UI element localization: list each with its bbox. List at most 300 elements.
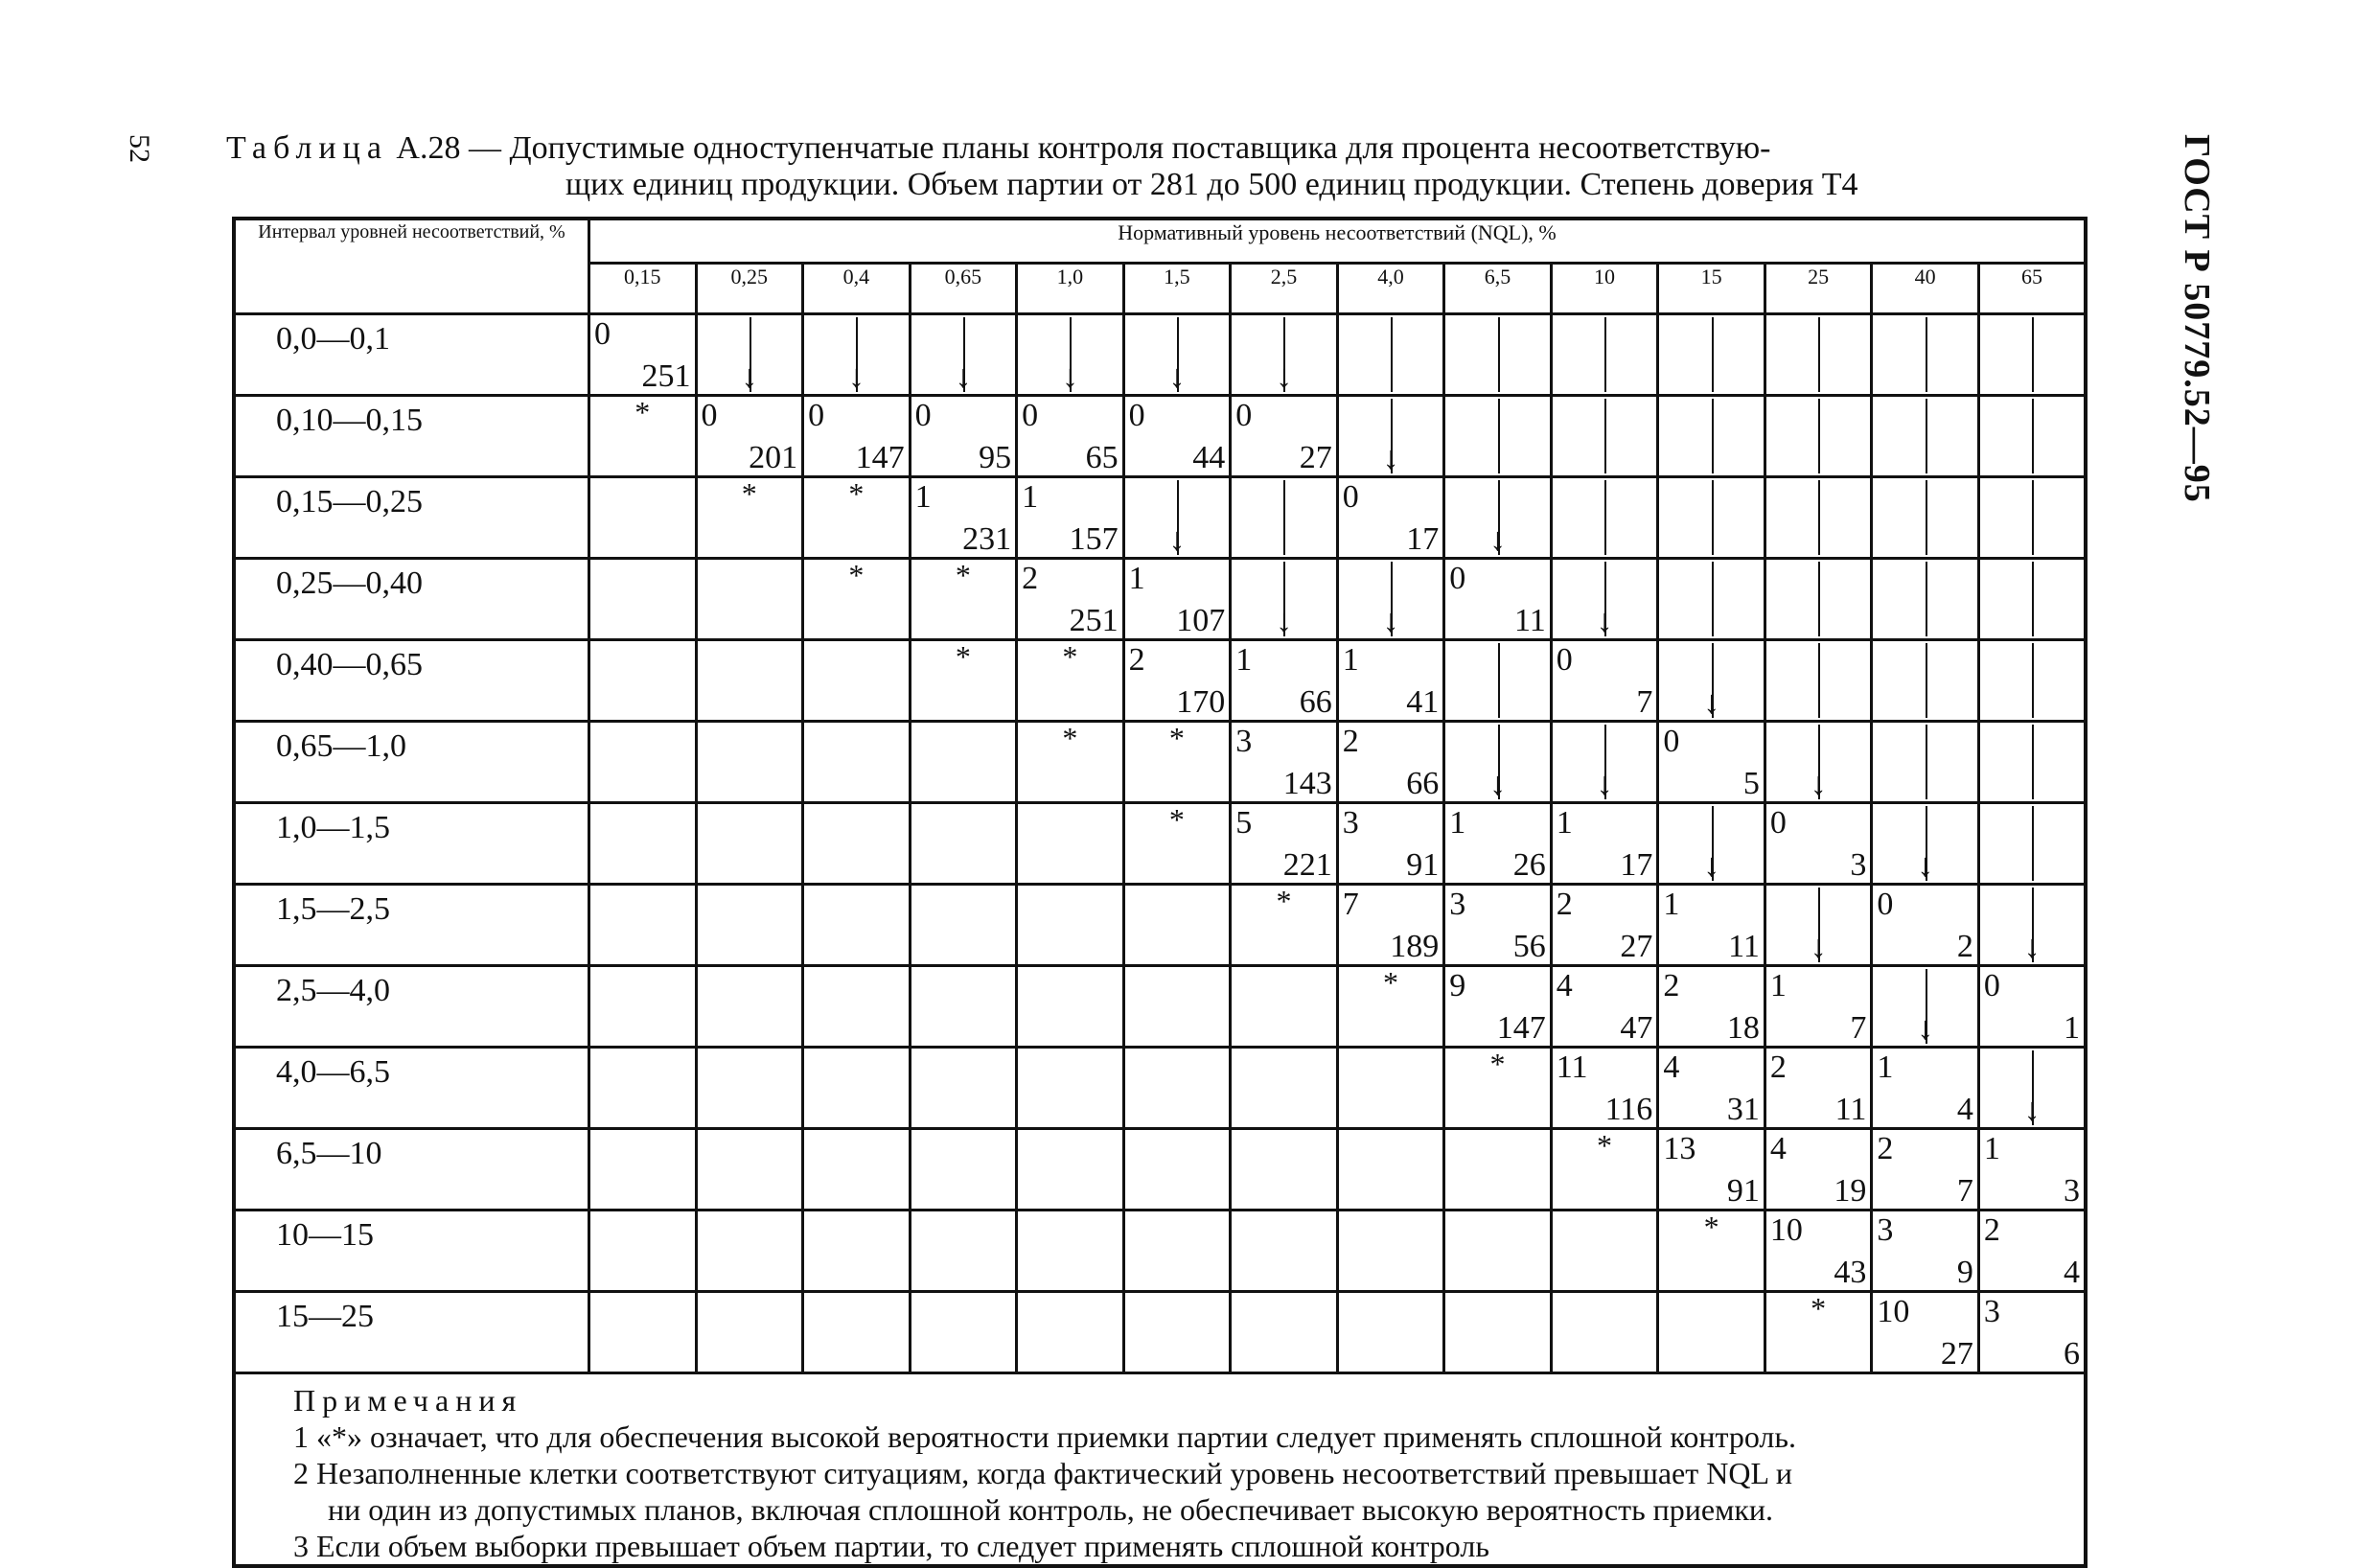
empty-cell <box>803 1048 911 1129</box>
sample-size: 7 <box>1956 1173 1973 1209</box>
interval-column-header: Интервал уровней несоответствий, % <box>234 219 589 314</box>
acceptance-number: 2 <box>1342 724 1359 759</box>
sample-size: 251 <box>641 358 691 394</box>
nql-column-header: 15 <box>1658 264 1765 314</box>
line-cell <box>1978 722 2086 803</box>
down-arrow-icon: ↓ <box>2023 930 2041 965</box>
line-cell <box>1658 559 1765 640</box>
empty-cell <box>1123 1211 1231 1292</box>
sample-size: 221 <box>1282 847 1332 883</box>
vertical-line-icon <box>1818 317 1820 392</box>
acceptance-number: 2 <box>1983 1212 2000 1248</box>
vertical-line-icon <box>2032 562 2034 636</box>
asterisk-mark: * <box>848 476 865 511</box>
acceptance-number: 3 <box>1983 1294 2000 1329</box>
sample-size: 3 <box>1850 847 1867 883</box>
plan-cell <box>1978 1129 2086 1211</box>
empty-cell <box>1231 1211 1338 1292</box>
acceptance-number: 0 <box>1342 479 1359 515</box>
line-cell <box>1444 396 1552 477</box>
plan-cell <box>1978 966 2086 1048</box>
plan-cell <box>1337 722 1444 803</box>
sample-size: 11 <box>1514 603 1546 638</box>
acceptance-number: 1 <box>1663 887 1680 922</box>
empty-cell <box>589 477 697 559</box>
interval-label: 0,15—0,25 <box>234 477 589 559</box>
table-row <box>234 1211 2086 1292</box>
sample-size: 17 <box>1406 521 1440 557</box>
sample-size: 91 <box>1726 1173 1760 1209</box>
acceptance-number: 1 <box>1022 479 1039 515</box>
table-row <box>234 722 2086 803</box>
down-arrow-icon: ↓ <box>1917 848 1934 884</box>
notes-block <box>234 1373 2086 1567</box>
arrow-cell <box>1765 885 1872 966</box>
acceptance-number: 0 <box>1556 642 1573 678</box>
acceptance-number: 13 <box>1663 1131 1696 1166</box>
acceptance-number: 0 <box>701 398 718 433</box>
empty-cell <box>1337 1129 1444 1211</box>
interval-label: 15—25 <box>234 1292 589 1373</box>
nql-column-header: 0,15 <box>589 264 697 314</box>
empty-cell <box>589 640 697 722</box>
plan-cell <box>1872 1129 1979 1211</box>
table-row <box>234 640 2086 722</box>
acceptance-number: 1 <box>1449 805 1466 841</box>
empty-cell <box>1337 1048 1444 1129</box>
vertical-line-icon <box>1818 643 1820 718</box>
table-caption <box>226 130 2066 203</box>
table-row <box>234 1048 2086 1129</box>
plan-cell <box>1444 966 1552 1048</box>
interval-label: 1,5—2,5 <box>234 885 589 966</box>
empty-cell <box>696 1129 803 1211</box>
empty-cell <box>910 966 1017 1048</box>
line-cell <box>1658 477 1765 559</box>
acceptance-number: 4 <box>1556 968 1573 1003</box>
interval-label: 0,25—0,40 <box>234 559 589 640</box>
down-arrow-icon: ↓ <box>1596 767 1613 802</box>
plan-cell <box>1231 640 1338 722</box>
notes-heading: Примечания <box>293 1383 523 1418</box>
sample-size: 189 <box>1390 929 1440 964</box>
sample-size: 95 <box>979 440 1012 475</box>
empty-cell <box>1123 966 1231 1048</box>
nql-column-header: 10 <box>1551 264 1658 314</box>
empty-cell <box>803 1211 911 1292</box>
empty-cell <box>696 966 803 1048</box>
asterisk-mark: * <box>1597 1128 1613 1163</box>
vertical-line-icon <box>1818 399 1820 473</box>
vertical-line-icon <box>2032 725 2034 799</box>
interval-label: 10—15 <box>234 1211 589 1292</box>
acceptance-number: 5 <box>1235 805 1253 841</box>
down-arrow-icon: ↓ <box>955 359 972 395</box>
acceptance-number: 7 <box>1342 887 1359 922</box>
acceptance-number: 0 <box>1235 398 1253 433</box>
arrow-cell <box>1231 559 1338 640</box>
sample-size: 47 <box>1620 1010 1653 1046</box>
asterisk-mark: * <box>955 639 971 674</box>
line-cell <box>1978 477 2086 559</box>
empty-cell <box>1444 1292 1552 1373</box>
empty-cell <box>1337 1211 1444 1292</box>
nql-column-header: 1,0 <box>1017 264 1124 314</box>
plan-cell <box>1978 1292 2086 1373</box>
plan-cell <box>1658 1048 1765 1129</box>
sample-size: 7 <box>1636 684 1653 720</box>
nql-column-header: 40 <box>1872 264 1979 314</box>
plan-cell <box>1872 1211 1979 1292</box>
down-arrow-icon: ↓ <box>1168 522 1186 558</box>
down-arrow-icon: ↓ <box>2023 1093 2041 1128</box>
plan-cell <box>696 396 803 477</box>
plan-cell <box>1017 396 1124 477</box>
down-arrow-icon: ↓ <box>847 359 865 395</box>
sample-size: 44 <box>1192 440 1226 475</box>
caption-text-1: А.28 — Допустимые одноступенчатые планы контроля поставщика для процента несоответствую- <box>387 130 1771 166</box>
down-arrow-icon: ↓ <box>1596 604 1613 639</box>
empty-cell <box>803 1129 911 1211</box>
asterisk-mark: * <box>1168 721 1185 755</box>
sample-size: 19 <box>1834 1173 1867 1209</box>
vertical-line-icon <box>1926 643 1927 718</box>
table-row <box>234 1129 2086 1211</box>
sample-size: 231 <box>962 521 1012 557</box>
plan-cell <box>1765 966 1872 1048</box>
note-item: 2 Незаполненные клетки соответствуют ситуациям, когда фактический уровень несоответствий превышает NQL и <box>293 1456 1792 1490</box>
vertical-line-icon <box>1604 399 1606 473</box>
empty-cell <box>1231 966 1338 1048</box>
arrow-cell <box>1872 966 1979 1048</box>
full-inspection-cell <box>1551 1129 1658 1211</box>
empty-cell <box>1444 1129 1552 1211</box>
arrow-cell <box>1337 559 1444 640</box>
line-cell <box>1231 477 1338 559</box>
line-cell <box>1978 559 2086 640</box>
sample-size: 147 <box>1496 1010 1546 1046</box>
acceptance-number: 10 <box>1877 1294 1910 1329</box>
line-cell <box>1765 314 1872 396</box>
arrow-cell <box>1872 803 1979 885</box>
nql-column-header: 1,5 <box>1123 264 1231 314</box>
vertical-line-icon <box>1712 317 1714 392</box>
empty-cell <box>696 722 803 803</box>
plan-cell <box>1551 803 1658 885</box>
nql-group-header: Нормативный уровень несоответствий (NQL), % <box>589 219 2087 264</box>
vertical-line-icon <box>1604 480 1606 555</box>
empty-cell <box>910 1211 1017 1292</box>
empty-cell <box>696 1048 803 1129</box>
acceptance-number: 2 <box>1556 887 1573 922</box>
empty-cell <box>803 722 911 803</box>
empty-cell <box>1017 885 1124 966</box>
vertical-line-icon <box>1498 643 1500 718</box>
plan-cell <box>1551 966 1658 1048</box>
arrow-cell <box>1551 722 1658 803</box>
empty-cell <box>803 640 911 722</box>
interval-label: 0,10—0,15 <box>234 396 589 477</box>
sample-size: 27 <box>1299 440 1332 475</box>
down-arrow-icon: ↓ <box>1489 522 1507 558</box>
interval-label: 0,0—0,1 <box>234 314 589 396</box>
acceptance-number: 4 <box>1769 1131 1787 1166</box>
empty-cell <box>803 885 911 966</box>
line-cell <box>1978 640 2086 722</box>
acceptance-number: 0 <box>1877 887 1894 922</box>
acceptance-number: 2 <box>1769 1049 1787 1085</box>
plan-cell <box>1337 640 1444 722</box>
empty-cell <box>696 1292 803 1373</box>
sample-size: 170 <box>1176 684 1226 720</box>
full-inspection-cell <box>589 396 697 477</box>
full-inspection-cell <box>696 477 803 559</box>
sample-size: 91 <box>1406 847 1440 883</box>
sample-size: 2 <box>1956 929 1973 964</box>
sample-size: 5 <box>1742 766 1760 801</box>
empty-cell <box>803 966 911 1048</box>
acceptance-number: 1 <box>1877 1049 1894 1085</box>
arrow-cell <box>1551 559 1658 640</box>
full-inspection-cell <box>1337 966 1444 1048</box>
line-cell <box>1658 314 1765 396</box>
empty-cell <box>589 722 697 803</box>
plan-cell <box>1444 803 1552 885</box>
full-inspection-cell <box>1123 722 1231 803</box>
nql-column-header: 65 <box>1978 264 2086 314</box>
down-arrow-icon: ↓ <box>1275 359 1292 395</box>
plan-cell <box>1444 885 1552 966</box>
plan-cell <box>803 396 911 477</box>
vertical-line-icon <box>1926 725 1927 799</box>
empty-cell <box>1123 1048 1231 1129</box>
plan-cell <box>1872 1048 1979 1129</box>
interval-label: 1,0—1,5 <box>234 803 589 885</box>
plan-cell <box>1978 1211 2086 1292</box>
down-arrow-icon: ↓ <box>741 359 758 395</box>
line-cell <box>1872 559 1979 640</box>
empty-cell <box>910 885 1017 966</box>
sample-size: 26 <box>1512 847 1546 883</box>
nql-column-header: 0,25 <box>696 264 803 314</box>
acceptance-number: 4 <box>1663 1049 1680 1085</box>
arrow-cell <box>1337 396 1444 477</box>
empty-cell <box>910 803 1017 885</box>
plan-cell <box>1872 885 1979 966</box>
asterisk-mark: * <box>741 476 757 511</box>
line-cell <box>1872 396 1979 477</box>
empty-cell <box>589 1211 697 1292</box>
sample-size: 4 <box>2064 1255 2080 1290</box>
down-arrow-icon: ↓ <box>1917 1011 1934 1047</box>
empty-cell <box>1017 1292 1124 1373</box>
acceptance-number: 3 <box>1877 1212 1894 1248</box>
vertical-line-icon <box>2032 399 2034 473</box>
empty-cell <box>589 559 697 640</box>
sample-size: 143 <box>1282 766 1332 801</box>
down-arrow-icon: ↓ <box>1382 604 1399 639</box>
acceptance-number: 2 <box>1877 1131 1894 1166</box>
acceptance-number: 11 <box>1556 1049 1588 1085</box>
vertical-line-icon <box>1712 562 1714 636</box>
empty-cell <box>803 803 911 885</box>
acceptance-number: 0 <box>1022 398 1039 433</box>
arrow-cell <box>1658 803 1765 885</box>
arrow-cell <box>1123 477 1231 559</box>
down-arrow-icon: ↓ <box>1061 359 1078 395</box>
interval-label: 0,40—0,65 <box>234 640 589 722</box>
sample-size: 107 <box>1176 603 1226 638</box>
note-item: 1 «*» означает, что для обеспечения высокой вероятности приемки партии следует применять сплошной контроль. <box>293 1419 1796 1454</box>
standard-designation: ГОСТ Р 50779.52—95 <box>2177 134 2217 503</box>
table-row <box>234 966 2086 1048</box>
empty-cell <box>1017 803 1124 885</box>
sample-size: 66 <box>1406 766 1440 801</box>
line-cell <box>1872 477 1979 559</box>
down-arrow-icon: ↓ <box>1810 767 1827 802</box>
table-row <box>234 314 2086 396</box>
sampling-plans-table <box>232 217 2088 1568</box>
vertical-line-icon <box>1604 317 1606 392</box>
sample-size: 18 <box>1726 1010 1760 1046</box>
plan-cell <box>1765 1048 1872 1129</box>
arrow-cell <box>1444 477 1552 559</box>
empty-cell <box>696 1211 803 1292</box>
interval-label: 2,5—4,0 <box>234 966 589 1048</box>
plan-cell <box>1337 477 1444 559</box>
sample-size: 251 <box>1069 603 1119 638</box>
arrow-cell <box>1444 722 1552 803</box>
vertical-line-icon <box>1712 480 1714 555</box>
line-cell <box>1765 477 1872 559</box>
empty-cell <box>696 559 803 640</box>
empty-cell <box>696 803 803 885</box>
sample-size: 56 <box>1512 929 1546 964</box>
arrow-cell <box>696 314 803 396</box>
nql-column-header: 4,0 <box>1337 264 1444 314</box>
plan-cell <box>1658 1129 1765 1211</box>
plan-cell <box>1337 803 1444 885</box>
sample-size: 7 <box>1850 1010 1867 1046</box>
acceptance-number: 0 <box>1449 561 1466 596</box>
line-cell <box>1551 314 1658 396</box>
plan-cell <box>1231 722 1338 803</box>
plan-cell <box>1017 559 1124 640</box>
plan-cell <box>1551 640 1658 722</box>
line-cell <box>1765 559 1872 640</box>
acceptance-number: 10 <box>1769 1212 1803 1248</box>
empty-cell <box>1337 1292 1444 1373</box>
table-row <box>234 1292 2086 1373</box>
line-cell <box>1551 396 1658 477</box>
down-arrow-icon: ↓ <box>1275 604 1292 639</box>
plan-cell <box>1231 803 1338 885</box>
nql-column-header: 25 <box>1765 264 1872 314</box>
arrow-cell <box>1978 1048 2086 1129</box>
acceptance-number: 1 <box>1235 642 1253 678</box>
sample-size: 4 <box>1956 1092 1973 1127</box>
full-inspection-cell <box>803 477 911 559</box>
arrow-cell <box>1978 885 2086 966</box>
line-cell <box>1872 722 1979 803</box>
sample-size: 11 <box>1834 1092 1867 1127</box>
caption-line-1 <box>226 130 2066 167</box>
acceptance-number: 1 <box>914 479 932 515</box>
sample-size: 147 <box>855 440 905 475</box>
full-inspection-cell <box>1123 803 1231 885</box>
interval-label: 6,5—10 <box>234 1129 589 1211</box>
acceptance-number: 2 <box>1663 968 1680 1003</box>
asterisk-mark: * <box>1703 1210 1719 1244</box>
acceptance-number: 0 <box>1769 805 1787 841</box>
nql-column-header: 2,5 <box>1231 264 1338 314</box>
plan-cell <box>1123 640 1231 722</box>
arrow-cell <box>1231 314 1338 396</box>
interval-label: 0,65—1,0 <box>234 722 589 803</box>
empty-cell <box>589 1292 697 1373</box>
vertical-line-icon <box>2032 643 2034 718</box>
sample-size: 6 <box>2064 1336 2080 1372</box>
empty-cell <box>1123 1292 1231 1373</box>
asterisk-mark: * <box>1168 802 1185 837</box>
vertical-line-icon <box>2032 480 2034 555</box>
down-arrow-icon: ↓ <box>1703 848 1720 884</box>
empty-cell <box>589 803 697 885</box>
empty-cell <box>1551 1211 1658 1292</box>
line-cell <box>1872 640 1979 722</box>
sample-size: 31 <box>1726 1092 1760 1127</box>
acceptance-number: 0 <box>1128 398 1145 433</box>
empty-cell <box>910 1129 1017 1211</box>
acceptance-number: 2 <box>1022 561 1039 596</box>
down-arrow-icon: ↓ <box>1382 441 1399 476</box>
plan-cell <box>1872 1292 1979 1373</box>
empty-cell <box>1017 1048 1124 1129</box>
acceptance-number: 1 <box>1769 968 1787 1003</box>
acceptance-number: 2 <box>1128 642 1145 678</box>
table-row <box>234 559 2086 640</box>
sample-size: 41 <box>1406 684 1440 720</box>
asterisk-mark: * <box>848 558 865 592</box>
empty-cell <box>1123 885 1231 966</box>
empty-cell <box>910 1292 1017 1373</box>
asterisk-mark: * <box>1062 721 1078 755</box>
line-cell <box>1765 640 1872 722</box>
acceptance-number: 0 <box>1663 724 1680 759</box>
sample-size: 65 <box>1085 440 1119 475</box>
empty-cell <box>589 1129 697 1211</box>
line-cell <box>1978 396 2086 477</box>
empty-cell <box>1231 1129 1338 1211</box>
empty-cell <box>910 722 1017 803</box>
acceptance-number: 0 <box>808 398 825 433</box>
note-item: ни один из допустимых планов, включая сплошной контроль, не обеспечивает высокую вероятность приемки. <box>328 1492 1774 1527</box>
empty-cell <box>589 966 697 1048</box>
caption-label: Таблица <box>226 130 388 166</box>
empty-cell <box>589 1048 697 1129</box>
asterisk-mark: * <box>1062 639 1078 674</box>
sample-size: 3 <box>2064 1173 2080 1209</box>
acceptance-number: 3 <box>1342 805 1359 841</box>
acceptance-number: 0 <box>914 398 932 433</box>
full-inspection-cell <box>1658 1211 1765 1292</box>
line-cell <box>1444 640 1552 722</box>
vertical-line-icon <box>1926 399 1927 473</box>
plan-cell <box>1658 966 1765 1048</box>
empty-cell <box>803 1292 911 1373</box>
line-cell <box>1444 314 1552 396</box>
asterisk-mark: * <box>955 558 971 592</box>
